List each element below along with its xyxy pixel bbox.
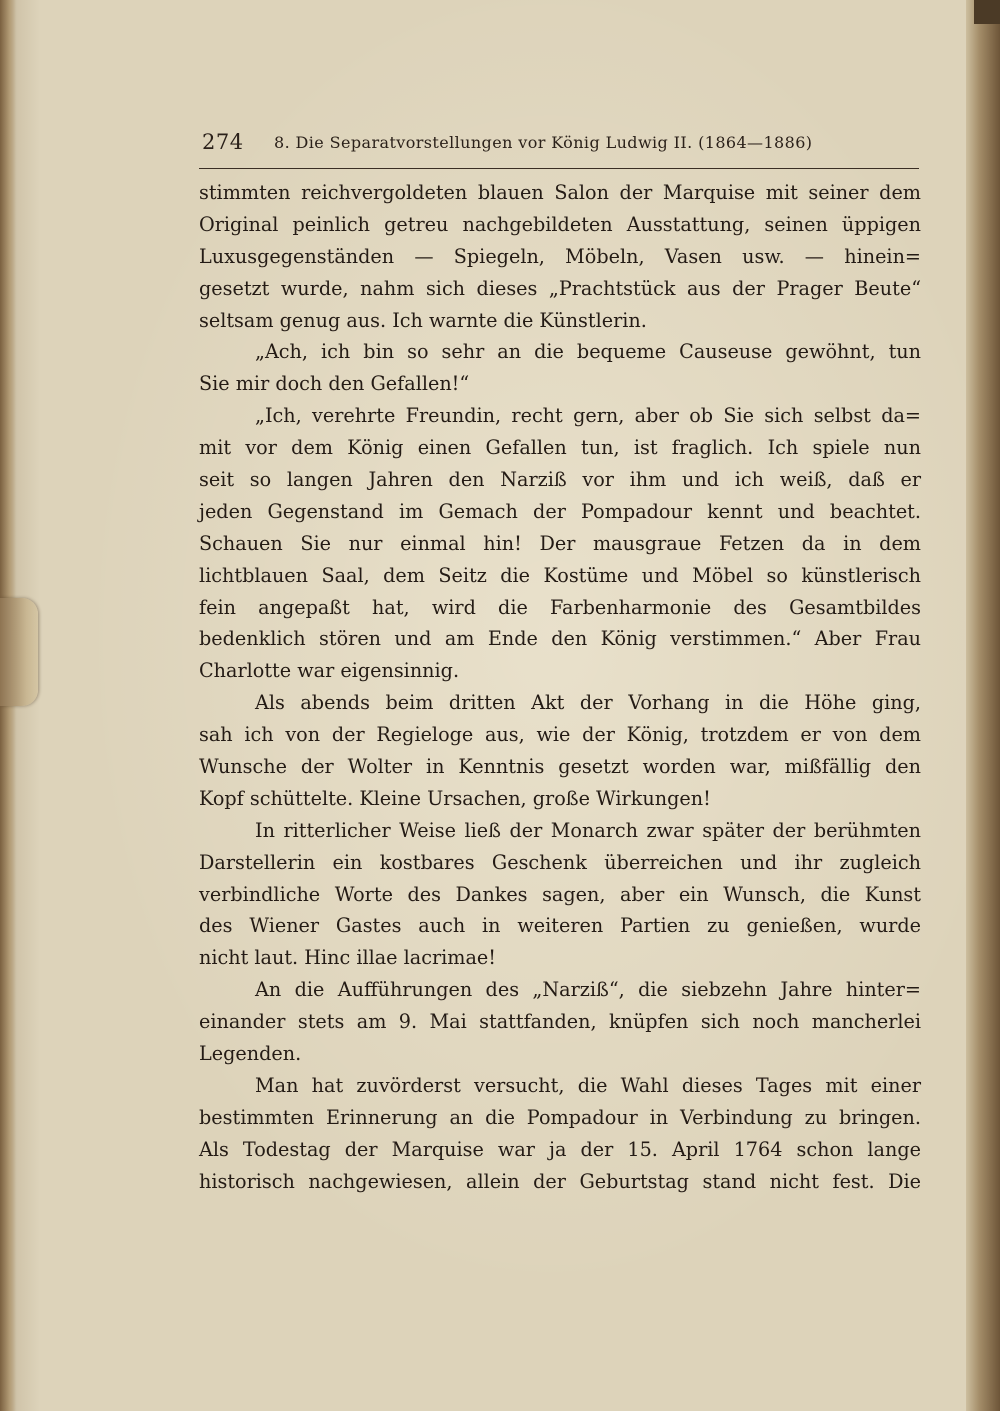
body-text — [199, 177, 921, 1198]
gutter-shadow — [974, 0, 1000, 24]
text-line: sah ich von der Regieloge aus, wie der König, trotzdem er von dem — [199, 723, 921, 747]
text-line: bestimmten Erinnerung an die Pompadour in Verbindung zu bringen. — [199, 1105, 921, 1129]
page-header — [198, 128, 918, 160]
text-line: Wunsche der Wolter in Kenntnis gesetzt worden war, mißfällig den — [199, 755, 921, 779]
text-line: des Wiener Gastes auch in weiteren Partien zu genießen, wurde — [199, 914, 921, 938]
text-line: Charlotte war eigensinnig. — [199, 659, 460, 683]
text-line: fein angepaßt hat, wird die Farbenharmonie des Gesamtbildes — [199, 595, 921, 619]
text-line: Luxusgegenständen — Spiegeln, Möbeln, Vasen usw. — hinein= — [199, 244, 921, 268]
binding-tab — [0, 598, 38, 706]
text-line: seltsam genug aus. Ich warnte die Künstlerin. — [199, 308, 647, 332]
text-line: Legenden. — [199, 1042, 302, 1066]
text-line: Kopf schüttelte. Kleine Ursachen, große Wirkungen! — [199, 786, 711, 810]
text-line: jeden Gegenstand im Gemach der Pompadour kennt und beachtet. — [199, 499, 921, 523]
text-line: lichtblauen Saal, dem Seitz die Kostüme und Möbel so künstlerisch — [199, 563, 921, 587]
text-line: „Ach, ich bin so sehr an die bequeme Causeuse gewöhnt, tun — [255, 340, 921, 364]
text-line: mit vor dem König einen Gefallen tun, ist fraglich. Ich spiele nun — [199, 436, 921, 460]
text-line: einander stets am 9. Mai stattfanden, knüpfen sich noch mancherlei — [199, 1010, 921, 1034]
text-line: Schauen Sie nur einmal hin! Der mausgraue Fetzen da in dem — [199, 531, 921, 555]
text-line: bedenklich stören und am Ende den König verstimmen.“ Aber Frau — [199, 627, 921, 651]
text-line: nicht laut. Hinc illae lacrimae! — [199, 946, 496, 970]
header-rule — [199, 168, 919, 169]
text-line: stimmten reichvergoldeten blauen Salon der Marquise mit seiner dem — [199, 181, 921, 204]
text-line: verbindliche Worte des Dankes sagen, aber ein Wunsch, die Kunst — [199, 882, 921, 906]
text-line: Sie mir doch den Gefallen!“ — [199, 372, 470, 396]
page-number: 274 — [202, 130, 244, 154]
text-line: historisch nachgewiesen, allein der Geburtstag stand nicht fest. Die — [199, 1169, 921, 1193]
text-line: Darstellerin ein kostbares Geschenk überreichen und ihr zugleich — [199, 850, 921, 874]
text-line: An die Aufführungen des „Narziß“, die siebzehn Jahre hinter= — [255, 978, 921, 1002]
text-line: Man hat zuvörderst versucht, die Wahl dieses Tages mit einer — [255, 1073, 921, 1097]
text-line: gesetzt wurde, nahm sich dieses „Prachtstück aus der Prager Beute“ — [199, 276, 921, 300]
running-head: 8. Die Separatvorstellungen vor König Ludwig II. (1864—1886) — [274, 133, 813, 152]
text-line: Als Todestag der Marquise war ja der 15. April 1764 schon lange — [199, 1137, 921, 1161]
book-gutter — [966, 0, 1000, 1411]
text-line: Als abends beim dritten Akt der Vorhang in die Höhe ging, — [255, 691, 921, 715]
text-line: seit so langen Jahren den Narziß vor ihm und ich weiß, daß er — [199, 468, 921, 492]
text-line: „Ich, verehrte Freundin, recht gern, aber ob Sie sich selbst da= — [255, 404, 921, 428]
text-line: In ritterlicher Weise ließ der Monarch zwar später der berühmten — [255, 818, 921, 842]
text-line: Original peinlich getreu nachgebildeten Ausstattung, seinen üppigen — [199, 212, 921, 236]
